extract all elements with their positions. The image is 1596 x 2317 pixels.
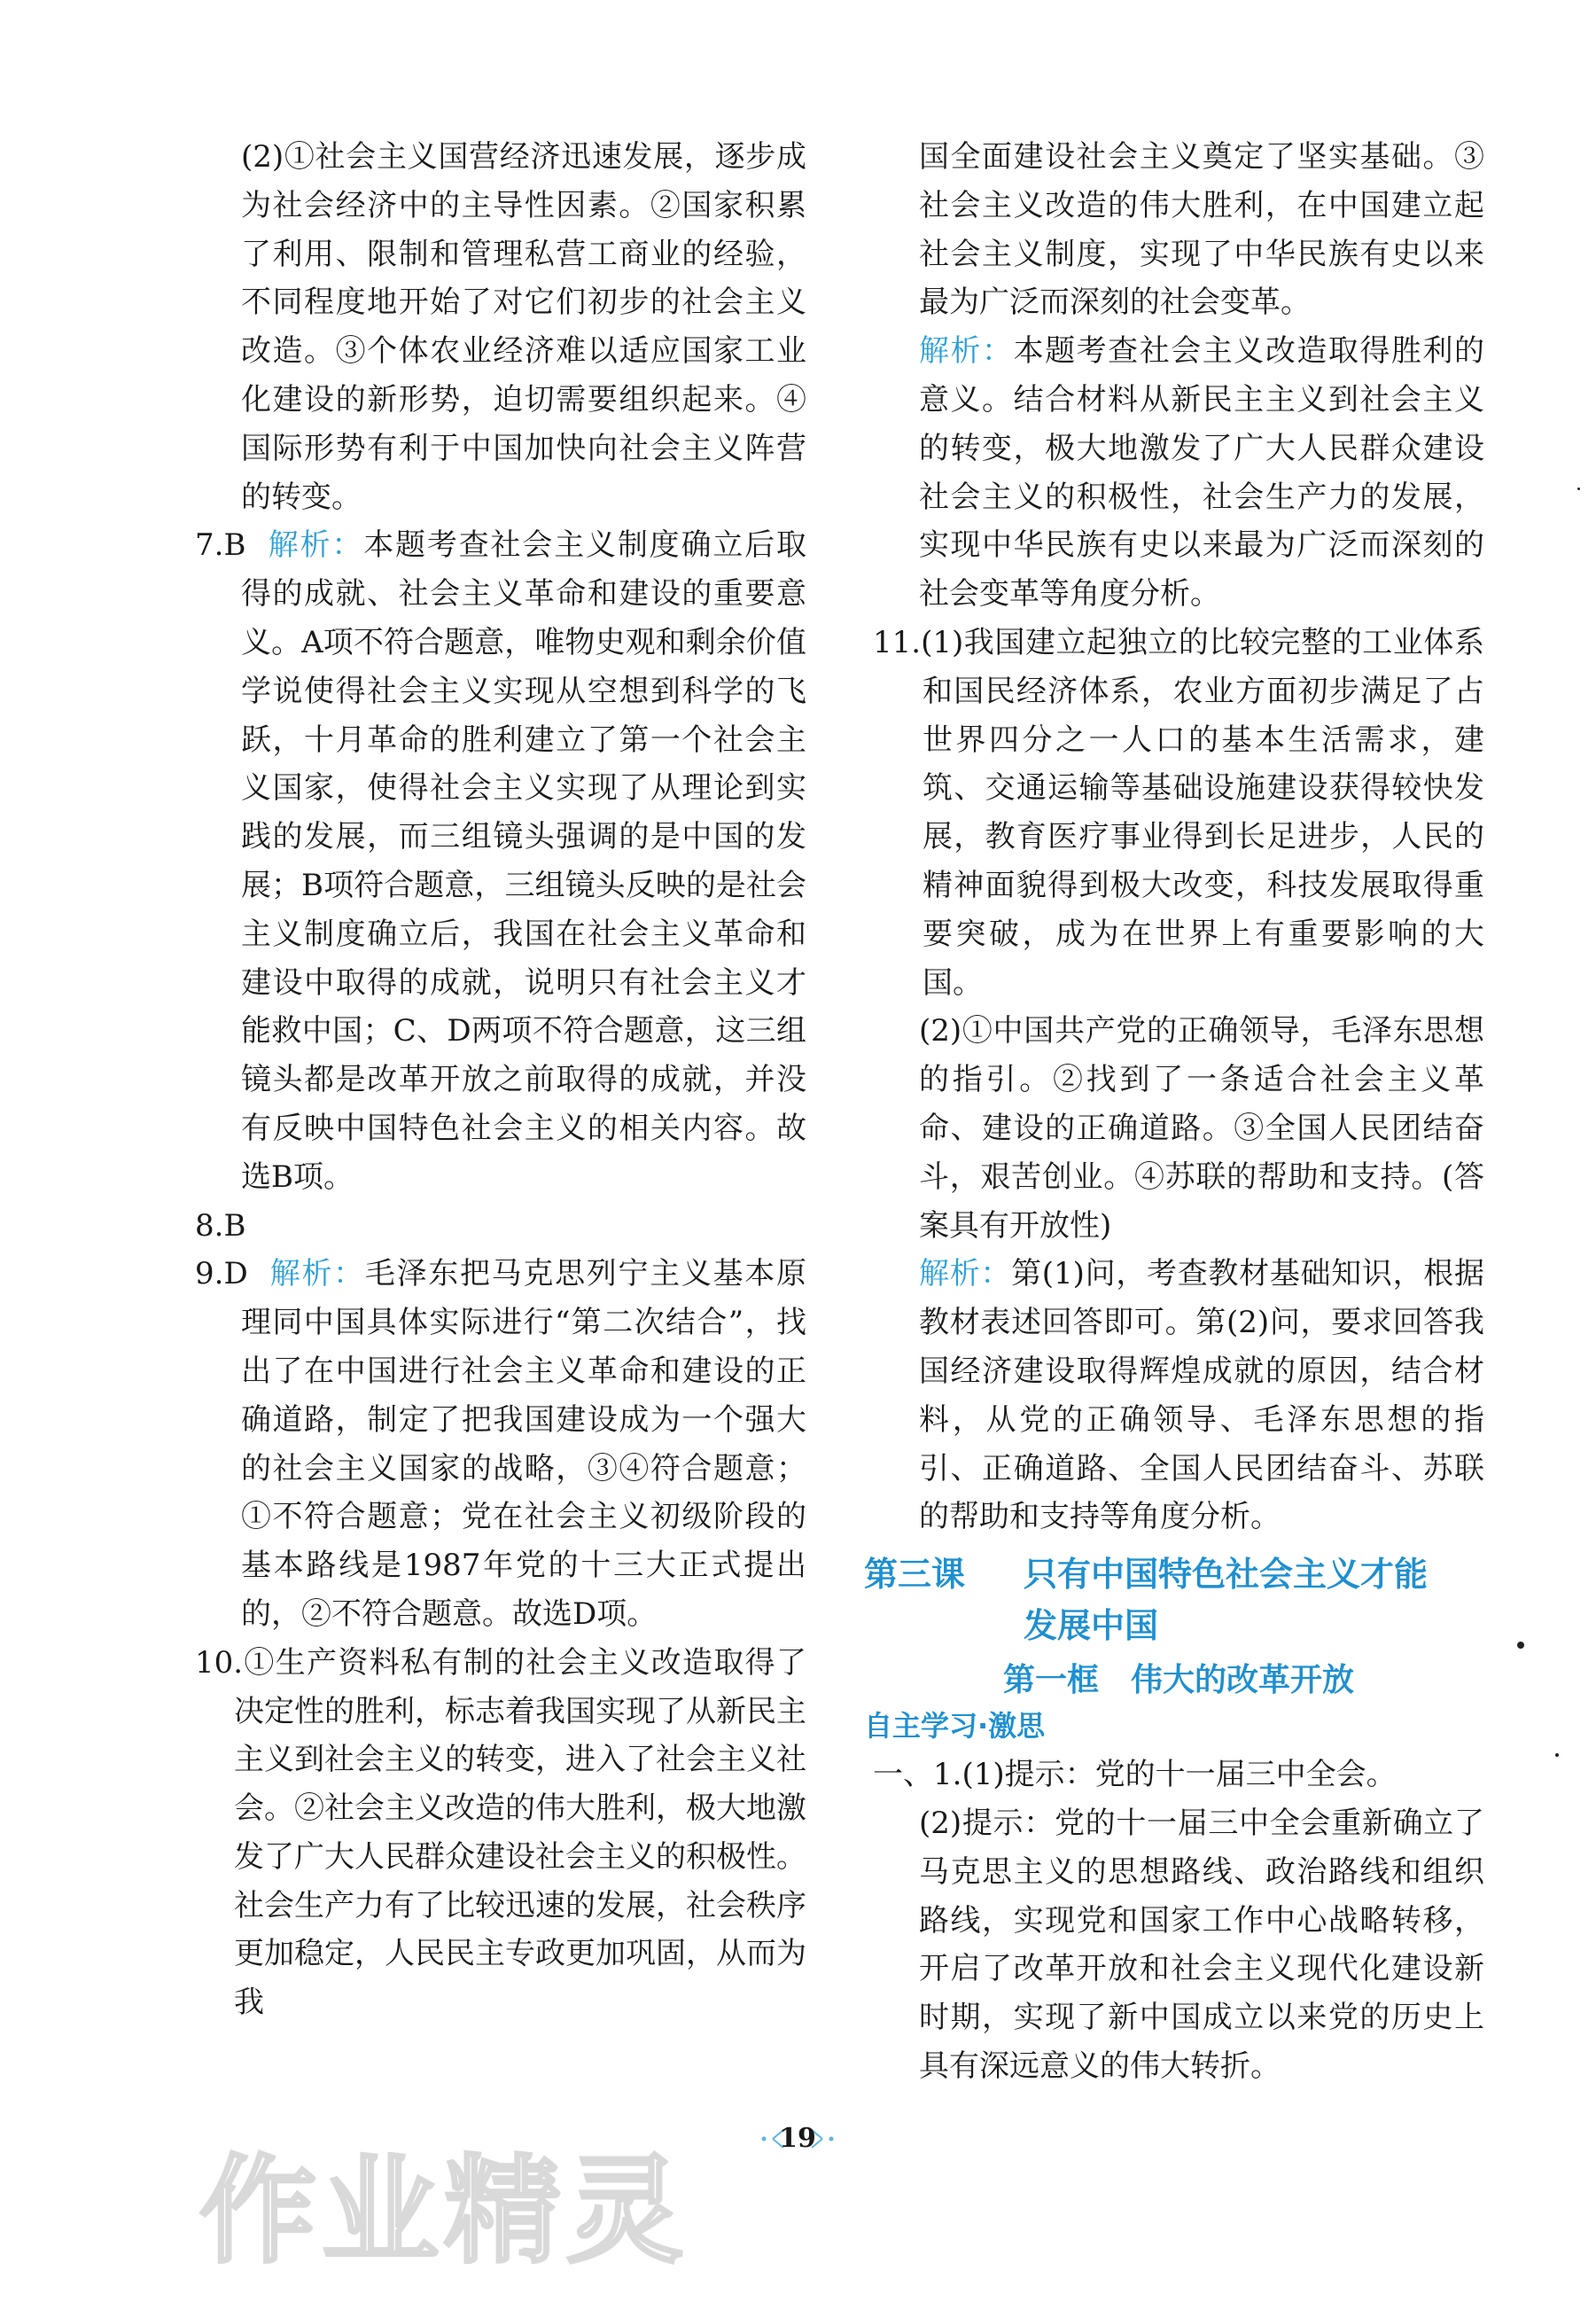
answer-7 [195,521,806,1201]
subsection-title: 自主学习·激思 [864,1709,1046,1744]
analysis-text: 本题考查社会主义改造取得胜利的意义。结合材料从新民主主义到社会主义的转变，极大地激发了广大人民群众建设社会主义的积极性，社会生产力的发展，实现中华民族有史以来最为广泛而深刻的社会变革等角度分析。 [919,333,1485,612]
answer-6-2: (2)①社会主义国营经济迅速发展，逐步成为社会经济中的主导性因素。②国家积累了利用、限制和管理私营工商业的经验，不同程度地开始了对它们初步的社会主义改造。③个体农业经济难以适应国家工业化建设的新形势，迫切需要组织起来。④国际形势有利于中国加快向社会主义阵营的转变。 [241,139,806,515]
watermark [199,2143,713,2280]
left-column [195,133,806,2027]
analysis-text: 第(1)问，考查教材基础知识，根据教材表述回答即可。第(2)问，要求回答我国经济建设取得辉煌成就的原因，结合材料，从党的正确领导、毛泽东思想的指引、正确道路、全国人民团结奋斗、苏联的帮助和支持等角度分析。 [919,1256,1484,1535]
watermark-text: 作业精灵 [199,2143,689,2280]
answer-7-analysis: 本题考查社会主义制度确立后取得的成就、社会主义革命和建设的重要意义。A项不符合题意，唯物史观和剩余价值学说使得社会主义实现从空想到科学的飞跃，十月革命的胜利建立了第一个社会主义国家，使得社会主义实现了从理论到实践的发展，而三组镜头强调的是中国的发展；B项符合题意，三组镜头反映的是社会主义制度确立后，我国在社会主义革命和建设中取得的成就，说明只有社会主义才能救中国；C、D两项不符合题意，这三组镜头都是改革开放之前取得的成就，并没有反映中国特色社会主义的相关内容。故选B项。 [241,527,807,1195]
analysis-label: 解析： [919,333,1014,370]
page-number-badge [753,2121,842,2157]
answer-9 [195,1250,806,1638]
margin-dot [1577,488,1580,490]
answer-1-2: (2)提示：党的十一届三中全会重新确立了马克思主义的思想路线、政治路线和组织路线，实现党和国家工作中心战略转移，开启了改革开放和社会主义现代化建设新时期，实现了新中国成立以来党的历史上具有深远意义的伟大转折。 [919,1805,1484,2084]
answer-11-2: (2)①中国共产党的正确领导，毛泽东思想的指引。②找到了一条适合社会主义革命、建设的正确道路。③全国人民团结奋斗，艰苦创业。④苏联的帮助和支持。(答案具有开放性) [919,1013,1484,1244]
lesson-number: 第三课 [864,1555,966,1595]
analysis-label: 解析： [268,527,364,564]
answer-11-1: 11.(1)我国建立起独立的比较完整的工业体系和国民经济体系，农业方面初步满足了占世界四分之一人口的基本生活需求，建筑、交通运输等基础设施建设获得较快发展，教育医疗事业得到长足进步，人民的精神面貌得到极大改变，科技发展取得重要突破，成为在世界上有重要影响的大国。 [873,624,1484,1001]
margin-dot [1555,1753,1559,1757]
answer-1-1: 一、1.(1)提示：党的十一届三中全会。 [873,1757,1397,1793]
answer-9-analysis: 毛泽东把马克思列宁主义基本原理同中国具体实际进行“第二次结合”，找出了在中国进行社会主义革命和建设的正确道路，制定了把我国建设成为一个强大的社会主义国家的战略，③④符合题意；①不符合题意；党在社会主义初级阶段的基本路线是1987年党的十三大正式提出的，②不符合题意。故选D项。 [241,1256,807,1632]
lesson-title-line-2: 发展中国 [1024,1606,1159,1646]
analysis-label: 解析： [919,1256,1012,1292]
right-column [864,133,1485,2091]
answer-7-num: 7.B [195,527,246,564]
answer-10: 10.①生产资料私有制的社会主义改造取得了决定性的胜利，标志着我国实现了从新民主主义到社会主义的转变，进入了社会主义社会。②社会主义改造的伟大胜利，极大地激发了广大人民群众建设社会主义的积极性。社会生产力有了比较迅速的发展，社会秩序更加稳定，人民民主专政更加巩固，从而为我 [195,1644,806,2021]
answer-10-continued: 国全面建设社会主义奠定了坚实基础。③社会主义改造的伟大胜利，在中国建立起社会主义制度，实现了中华民族有史以来最为广泛而深刻的社会变革。 [919,139,1484,321]
lesson-heading [864,1549,1484,1651]
answer-11-analysis [873,1250,1484,1541]
page-number: 19 [779,2123,816,2154]
answer-8: 8.B [195,1207,246,1244]
answer-10-analysis [873,327,1484,619]
lesson-title-line-1: 只有中国特色社会主义才能 [1024,1555,1429,1595]
answer-9-num: 9.D [195,1256,248,1292]
section-title: 第一框 伟大的改革开放 [1002,1661,1354,1699]
analysis-label: 解析： [269,1256,365,1292]
margin-dot [1517,1642,1524,1649]
